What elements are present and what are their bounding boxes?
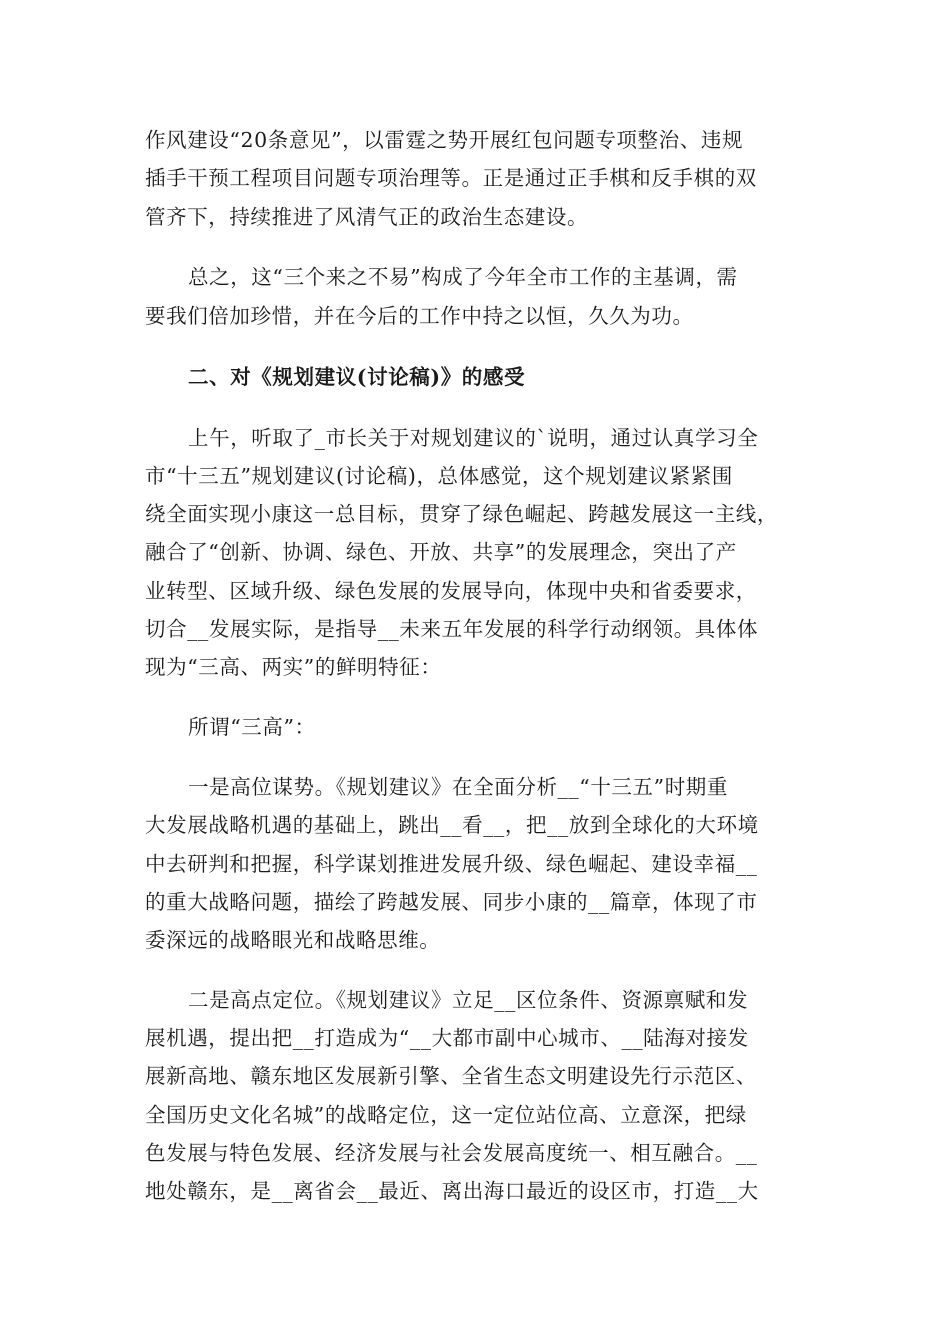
body-line: 市“十三五”规划建议(讨论稿)，总体感觉，这个规划建议紧紧围 <box>145 464 733 488</box>
body-line: 中去研判和把握，科学谋划推进发展升级、绿色崛起、建设幸福__ <box>145 852 758 876</box>
body-line: 融合了“创新、协调、绿色、开放、共享”的发展理念，突出了产 <box>145 540 737 564</box>
body-line: 作风建设“20条意见”，以雷霆之势开展红包问题专项整治、违规 <box>145 128 744 152</box>
body-line: 总之，这“三个来之不易”构成了今年全市工作的主基调，需 <box>188 265 738 289</box>
body-line: 现为“三高、两实”的鲜明特征： <box>145 655 442 679</box>
body-line: 全国历史文化名城”的战略定位，这一定位站位高、立意深，把绿 <box>145 1103 747 1127</box>
body-line: 管齐下，持续推进了风清气正的政治生态建设。 <box>145 205 589 229</box>
body-line: 一是高位谋势。《规划建议》在全面分析__“十三五”时期重 <box>188 775 729 799</box>
body-line: 委深远的战略眼光和战略思维。 <box>145 928 441 952</box>
body-line: 地处赣东，是__离省会__最近、离出海口最近的设区市，打造__大 <box>145 1179 759 1203</box>
body-line: 插手干预工程项目问题专项治理等。正是通过正手棋和反手棋的双 <box>145 166 757 190</box>
body-line: 上午，听取了_市长关于对规划建议的`说明，通过认真学习全 <box>188 426 759 450</box>
body-line: 的重大战略问题，描绘了跨越发展、同步小康的__篇章，体现了市 <box>145 890 758 914</box>
body-line: 要我们倍加珍惜，并在今后的工作中持之以恒，久久为功。 <box>145 304 694 328</box>
body-line: 所谓“三高”： <box>188 715 316 739</box>
body-line: 业转型、区域升级、绿色发展的发展导向，体现中央和省委要求， <box>145 579 757 603</box>
body-line: 切合__发展实际，是指导__未来五年发展的科学行动纲领。具体体 <box>145 617 759 641</box>
body-line: 色发展与特色发展、经济发展与社会发展高度统一、相互融合。__ <box>145 1141 758 1165</box>
body-line: 展机遇，提出把__打造成为“__大都市副中心城市、__陆海对接发 <box>145 1026 749 1050</box>
body-line: 绕全面实现小康这一总目标，贯穿了绿色崛起、跨越发展这一主线， <box>145 502 778 526</box>
body-line: 二是高点定位。《规划建议》立足__区位条件、资源禀赋和发 <box>188 988 749 1012</box>
section-heading: 二、对《规划建议(讨论稿)》的感受 <box>188 365 526 389</box>
body-line: 大发展战略机遇的基础上，跳出__看__，把__放到全球化的大环境 <box>145 813 759 837</box>
body-line: 展新高地、赣东地区发展新引擎、全省生态文明建设先行示范区、 <box>145 1064 757 1088</box>
